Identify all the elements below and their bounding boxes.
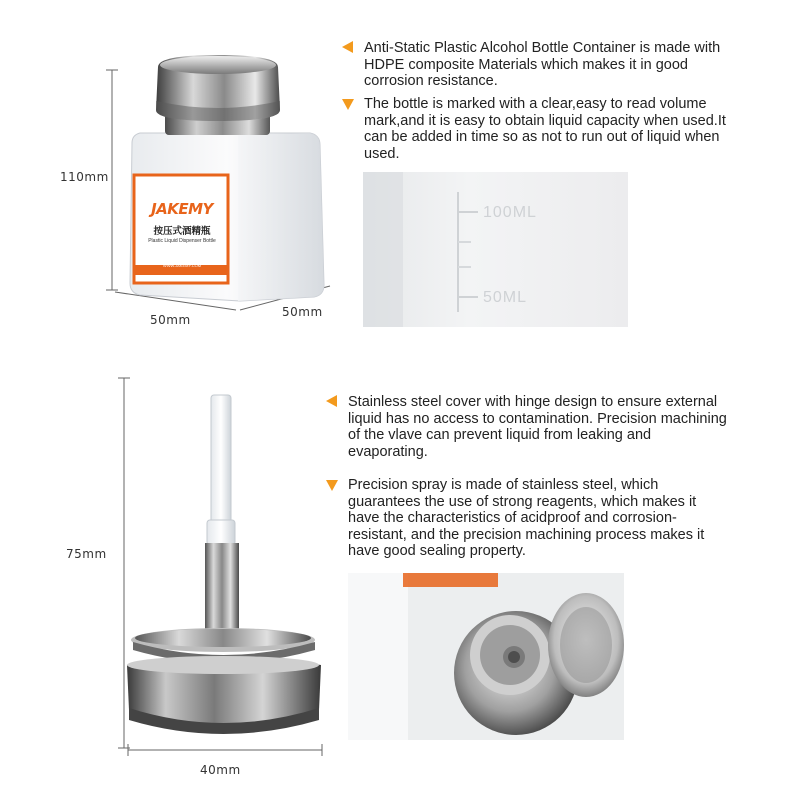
width-label-side: 50mm (282, 305, 323, 319)
hinge-cover-graphic (348, 573, 624, 740)
feature-text: Anti-Static Plastic Alcohol Bottle Container is made with HDPE composite Materials which makes it in good corrosion resistance. (364, 40, 721, 89)
bottle-website: WWW.JAKEMY.COM (162, 263, 202, 268)
height-label-110: 110mm (60, 170, 109, 184)
volume-mark-50: 50ML (483, 289, 528, 306)
feature-bullet-material (364, 40, 744, 90)
feature-text: Stainless steel cover with hinge design to ensure external liquid has no access to contamination. Precision machining of the vlave can prevent liquid from leaking and evaporating. (348, 394, 727, 460)
feature-text: Precision spray is made of stainless steel, which guarantees the use of strong reagents, which makes it have the characteristics of acidproof and corrosion-resistant, and the precision machining process makes it have good sealing property. (348, 477, 705, 559)
volume-mark-photo (363, 172, 628, 327)
bottle-english-name: Plastic Liquid Dispenser Bottle (148, 238, 216, 244)
feature-bullet-precision-spray (348, 477, 728, 560)
bottle-brand-logo: JAKEMY (151, 200, 213, 218)
pump-head-graphic (125, 390, 325, 745)
bottle-graphic (120, 55, 335, 310)
orange-arrow-down-icon (326, 480, 338, 491)
pump-head-illustration (125, 390, 325, 745)
bottle-chinese-name: 按压式酒精瓶 (153, 226, 211, 237)
orange-arrow-down-icon (342, 99, 354, 110)
height-label-75: 75mm (66, 547, 107, 561)
bottle-illustration (120, 55, 335, 310)
orange-arrow-left-icon (342, 41, 353, 53)
width-label-40: 40mm (200, 763, 241, 777)
hinge-cover-photo (348, 573, 624, 740)
width-label-front: 50mm (150, 313, 191, 327)
orange-arrow-left-icon (326, 395, 337, 407)
feature-bullet-volume-mark (364, 96, 744, 162)
volume-mark-100: 100ML (483, 204, 537, 221)
feature-bullet-hinge-cover (348, 394, 728, 460)
feature-text: The bottle is marked with a clear,easy to read volume mark,and it is easy to obtain liquid capacity when used.It can be added in time so as not to run out of liquid when used. (364, 96, 726, 162)
